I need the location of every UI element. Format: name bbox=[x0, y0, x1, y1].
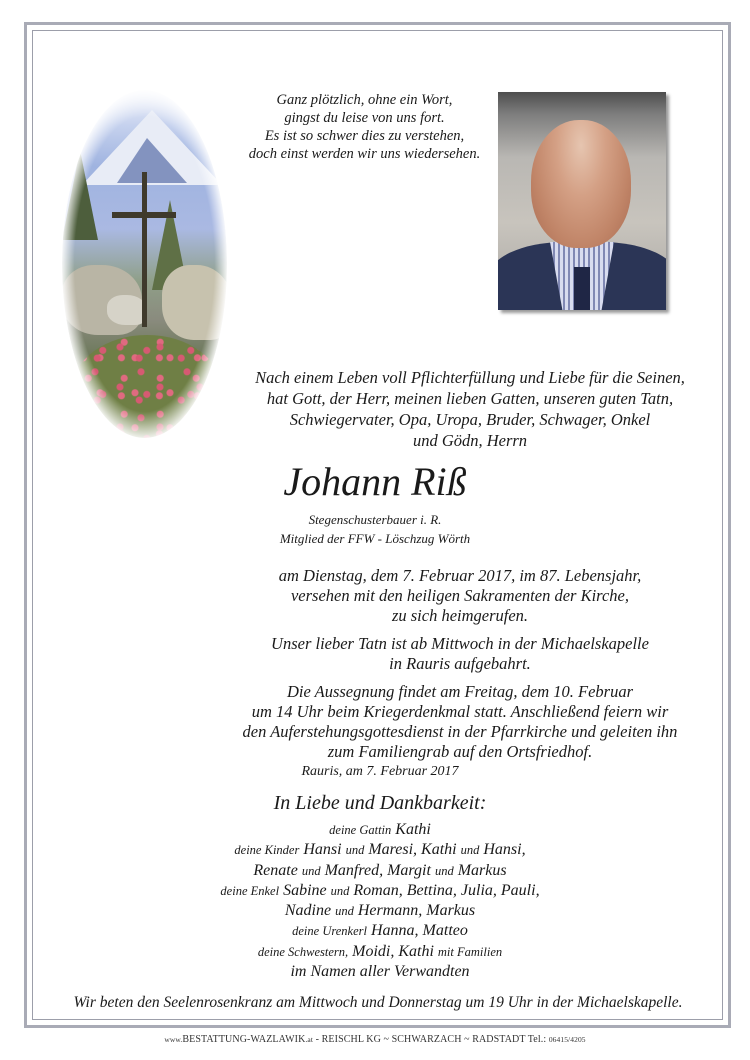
family-sisters: deine Schwestern, Moidi, Kathi mit Familien bbox=[257, 942, 503, 960]
poem-line: Es ist so schwer dies zu verstehen, bbox=[264, 128, 465, 144]
rock-right bbox=[162, 265, 227, 340]
deceased-name: Johann Riß bbox=[283, 459, 467, 504]
deceased-titles bbox=[200, 510, 550, 548]
membership-title: Mitglied der FFW - Löschzug Wörth bbox=[279, 531, 471, 546]
occupation-title: Stegenschusterbauer i. R. bbox=[308, 512, 442, 527]
cross-icon bbox=[142, 172, 147, 327]
announce-line: am Dienstag, dem 7. Februar 2017, im 87. Lebensjahr, bbox=[278, 566, 642, 585]
laid-out-line: in Rauris aufgebahrt. bbox=[389, 654, 531, 673]
intro-line: hat Gott, der Herr, meinen lieben Gatten, unseren guten Tatn, bbox=[266, 389, 674, 408]
fir-tree-left bbox=[62, 150, 98, 240]
poem-line: doch einst werden wir uns wiedersehen. bbox=[248, 146, 481, 162]
family-children-1: deine Kinder Hansi und Maresi, Kathi und Hansi, bbox=[234, 841, 526, 859]
portrait-photo bbox=[498, 92, 666, 310]
laid-out-line: Unser lieber Tatn ist ab Mittwoch in der Michaelskapelle bbox=[271, 634, 649, 653]
portrait-face bbox=[531, 120, 631, 248]
intro-paragraph bbox=[200, 367, 740, 451]
thanks-heading: In Liebe und Dankbarkeit: bbox=[273, 792, 487, 814]
mourning-family bbox=[170, 820, 590, 981]
family-great-grandchildren: deine Urenkerl Hanna, Matteo bbox=[292, 922, 468, 940]
cross-beam bbox=[112, 212, 176, 218]
family-grandchildren-2: Nadine und Hermann, Markus bbox=[284, 902, 476, 920]
rosary-note: Wir beten den Seelenrosenkranz am Mittwoch und Donnerstag um 19 Uhr in der Michaelskapelle. bbox=[73, 994, 683, 1011]
announce-line: zu sich heimgerufen. bbox=[391, 606, 529, 625]
funeral-line: Die Aussegnung findet am Freitag, dem 10. Februar bbox=[286, 682, 633, 701]
funeral-line: den Auferstehungsgottesdienst in der Pfarrkirche und geleiten ihn bbox=[242, 722, 678, 741]
family-children-2: Renate und Manfred, Margit und Markus bbox=[253, 861, 507, 879]
rock-center bbox=[107, 295, 147, 325]
intro-line: Nach einem Leben voll Pflichterfüllung und Liebe für die Seinen, bbox=[255, 368, 685, 387]
funeral-home-link[interactable]: BESTATTUNG-WAZLAWIK bbox=[182, 1034, 306, 1045]
memorial-poem bbox=[232, 91, 497, 163]
phone-number: 06415/4205 bbox=[548, 1035, 586, 1044]
place-and-date: Rauris, am 7. Februar 2017 bbox=[301, 764, 459, 779]
intro-line: und Gödn, Herrn bbox=[412, 431, 528, 450]
portrait-tie bbox=[574, 267, 590, 310]
death-announcement bbox=[185, 566, 735, 762]
funeral-line: um 14 Uhr beim Kriegerdenkmal statt. Anschließend feiern wir bbox=[251, 702, 669, 721]
mountain-shadow bbox=[117, 138, 187, 183]
family-wife: deine Gattin Kathi bbox=[329, 821, 431, 838]
funeral-line: zum Familiengrab auf den Ortsfriedhof. bbox=[327, 742, 593, 761]
poem-line: gingst du leise von uns fort. bbox=[284, 110, 445, 126]
family-grandchildren-1: deine Enkel Sabine und Roman, Bettina, Julia, Pauli, bbox=[220, 881, 540, 899]
poem-line: Ganz plötzlich, ohne ein Wort, bbox=[276, 92, 453, 108]
announce-line: versehen mit den heiligen Sakramenten der Kirche, bbox=[290, 586, 629, 605]
funeral-home-footer: www.BESTATTUNG-WAZLAWIK.at - REISCHL KG ~ SCHWARZACH ~ RADSTADT Tel.: 06415/4205 bbox=[164, 1034, 586, 1045]
intro-line: Schwiegervater, Opa, Uropa, Bruder, Schwager, Onkel bbox=[289, 410, 651, 429]
family-relatives: im Namen aller Verwandten bbox=[290, 963, 470, 981]
